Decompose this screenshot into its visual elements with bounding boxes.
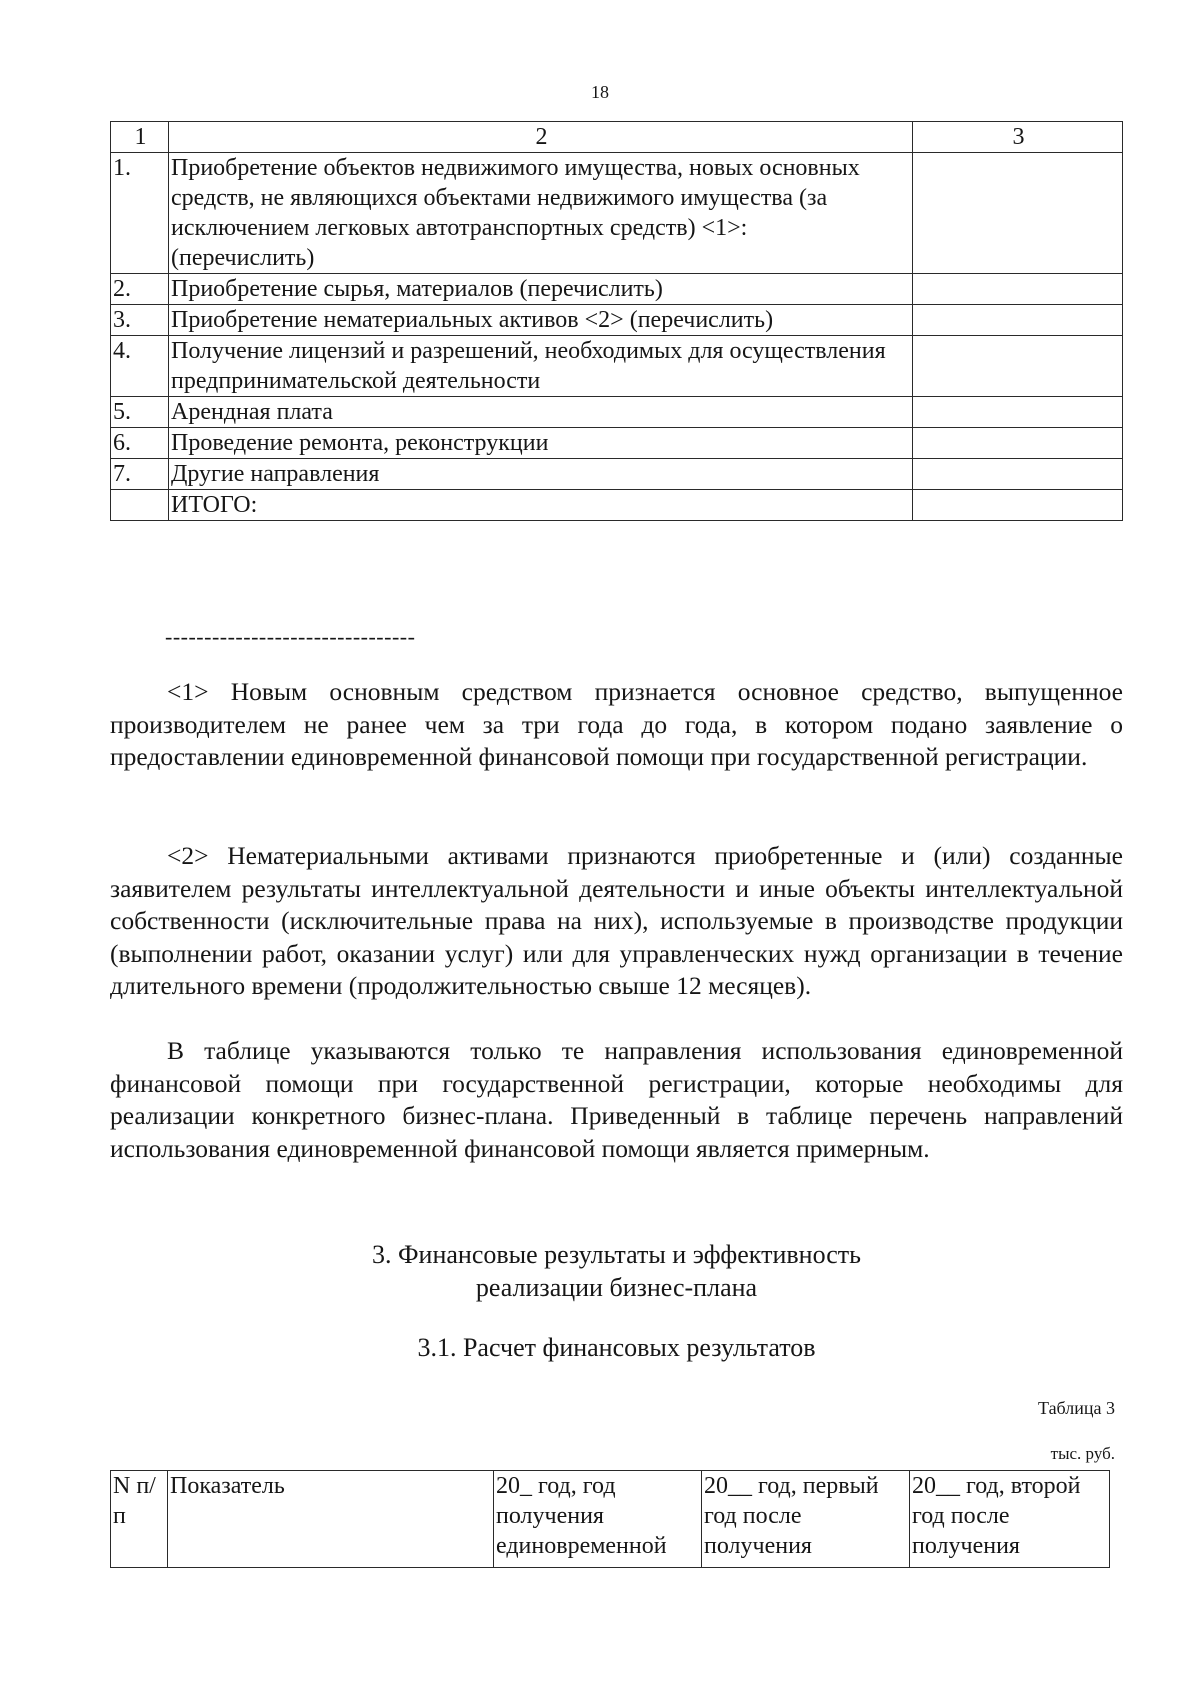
row-text: Получение лицензий и разрешений, необходимых для осуществления предпринимательской деятельности <box>169 336 913 397</box>
row-text: Приобретение объектов недвижимого имущества, новых основных средств, не являющихся объектами недвижимого имущества (за исключением легковых автотранспортных средств) <1>: <box>171 155 860 241</box>
footnote-1: <1> Новым основным средством признается основное средство, выпущенное производителем не ранее чем за три года до года, в котором подано заявление о предоставлении единовременной финансовой помощи при государственной регистрации. <box>110 677 1123 771</box>
footnote-2: <2> Нематериальными активами признаются приобретенные и (или) созданные заявителем результаты интеллектуальной деятельности и иные объекты интеллектуальной собственности (исключительные права на них), используемые в производстве продукции (выполнении работ, оказании услуг) или для управленческих нужд организации в течение длительного времени (продолжительностью свыше 12 месяцев). <box>110 841 1123 1000</box>
row-value <box>913 459 1123 490</box>
section-title-line-1: 3. Финансовые результаты и эффективность <box>372 1240 861 1269</box>
section-title <box>110 1238 1123 1304</box>
table-row <box>111 397 1123 428</box>
header-cell: 1 <box>111 122 169 153</box>
financial-results-table <box>110 1470 1110 1568</box>
page-number: 18 <box>591 82 609 102</box>
table-unit: тыс. руб. <box>1050 1444 1115 1463</box>
total-row <box>111 490 1123 521</box>
section-subtitle: 3.1. Расчет финансовых результатов <box>417 1333 816 1362</box>
header-cell: 3 <box>913 122 1123 153</box>
table-note: В таблице указываются только те направления использования единовременной финансовой помощи при государственной регистрации, которые необходимы для реализации конкретного бизнес-плана. Приведенный в таблице перечень направлений использования единовременной финансовой помощи является примерным. <box>110 1036 1123 1163</box>
footnote-separator: -------------------------------- <box>165 624 416 649</box>
row-number: 3. <box>111 305 169 336</box>
row-text-cell <box>169 153 913 274</box>
table-row <box>111 153 1123 274</box>
header-cell-year-1: 20__ год, первый год после получения <box>702 1471 910 1568</box>
row-number: 4. <box>111 336 169 397</box>
header-cell-year-2: 20__ год, второй год после получения <box>910 1471 1110 1568</box>
row-number: 1. <box>111 153 169 274</box>
row-value <box>913 336 1123 397</box>
row-text: Проведение ремонта, реконструкции <box>169 428 913 459</box>
row-text-note: (перечислить) <box>171 245 315 271</box>
row-value <box>913 153 1123 274</box>
row-number: 5. <box>111 397 169 428</box>
section-title-line-2: реализации бизнес-плана <box>475 1273 758 1302</box>
header-cell: 2 <box>169 122 913 153</box>
header-cell-indicator: Показатель <box>168 1471 494 1568</box>
row-number: 7. <box>111 459 169 490</box>
row-text: Арендная плата <box>169 397 913 428</box>
table-row <box>111 274 1123 305</box>
row-text: Другие направления <box>169 459 913 490</box>
directions-table <box>110 121 1123 521</box>
header-cell-num: N п/п <box>111 1471 168 1568</box>
row-value <box>913 305 1123 336</box>
row-value <box>913 397 1123 428</box>
table-header-row <box>111 122 1123 153</box>
total-label: ИТОГО: <box>169 490 913 521</box>
table-row <box>111 459 1123 490</box>
table-row <box>111 305 1123 336</box>
table-label: Таблица 3 <box>1038 1398 1115 1418</box>
row-value <box>913 428 1123 459</box>
header-cell-year-0: 20_ год, год получения единовременной <box>494 1471 702 1568</box>
table-row <box>111 336 1123 397</box>
total-value <box>913 490 1123 521</box>
table-header-row <box>111 1471 1110 1568</box>
table-row <box>111 428 1123 459</box>
row-number: 2. <box>111 274 169 305</box>
row-number <box>111 490 169 521</box>
row-number: 6. <box>111 428 169 459</box>
row-value <box>913 274 1123 305</box>
row-text: Приобретение нематериальных активов <2> (перечислить) <box>169 305 913 336</box>
row-text: Приобретение сырья, материалов (перечислить) <box>169 274 913 305</box>
